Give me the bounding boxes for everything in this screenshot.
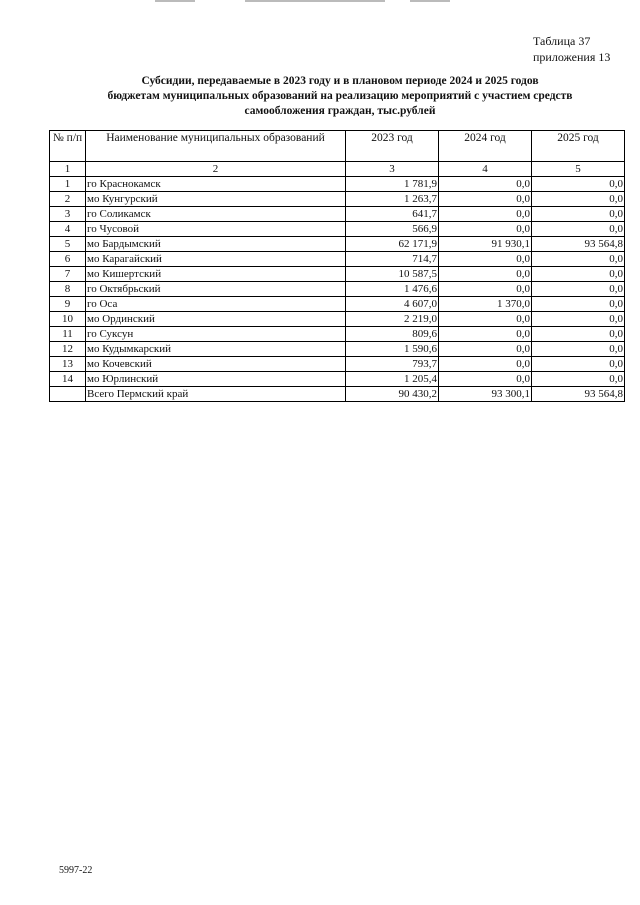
table-row (50, 207, 625, 222)
document-title (40, 74, 640, 119)
row-value-2025: 0,0 (532, 252, 625, 267)
row-name: мо Юрлинский (86, 372, 346, 387)
row-name: го Чусовой (86, 222, 346, 237)
row-value-2023: 809,6 (346, 327, 439, 342)
row-number: 13 (50, 357, 86, 372)
row-number: 7 (50, 267, 86, 282)
col-number: 1 (50, 162, 86, 177)
row-name: мо Кунгурский (86, 192, 346, 207)
row-value-2024: 0,0 (439, 312, 532, 327)
table-row (50, 177, 625, 192)
row-value-2024: 0,0 (439, 282, 532, 297)
row-value-2025: 0,0 (532, 312, 625, 327)
total-value-2023: 90 430,2 (346, 387, 439, 402)
row-value-2024: 91 930,1 (439, 237, 532, 252)
table-row (50, 297, 625, 312)
scan-artifact (155, 0, 195, 2)
row-value-2024: 0,0 (439, 177, 532, 192)
row-value-2023: 1 205,4 (346, 372, 439, 387)
row-number: 2 (50, 192, 86, 207)
row-value-2023: 793,7 (346, 357, 439, 372)
row-name: мо Кишертский (86, 267, 346, 282)
row-value-2025: 0,0 (532, 372, 625, 387)
row-value-2024: 0,0 (439, 267, 532, 282)
row-number: 8 (50, 282, 86, 297)
row-value-2023: 566,9 (346, 222, 439, 237)
row-value-2023: 1 590,6 (346, 342, 439, 357)
total-value-2025: 93 564,8 (532, 387, 625, 402)
row-value-2024: 0,0 (439, 192, 532, 207)
title-line-1: Субсидии, передаваемые в 2023 году и в плановом периоде 2024 и 2025 годов (141, 75, 539, 87)
row-value-2023: 1 476,6 (346, 282, 439, 297)
table-row (50, 282, 625, 297)
row-value-2025: 0,0 (532, 357, 625, 372)
header-2025: 2025 год (532, 131, 625, 162)
row-value-2024: 0,0 (439, 252, 532, 267)
total-number (50, 387, 86, 402)
table-header-row (50, 131, 625, 162)
table-row (50, 372, 625, 387)
row-name: мо Карагайский (86, 252, 346, 267)
table-row (50, 327, 625, 342)
col-number: 2 (86, 162, 346, 177)
header-2023: 2023 год (346, 131, 439, 162)
row-number: 4 (50, 222, 86, 237)
header-name: Наименование муниципальных образований (86, 131, 346, 162)
row-value-2025: 0,0 (532, 267, 625, 282)
row-value-2025: 0,0 (532, 327, 625, 342)
table-label: Таблица 37 (533, 34, 591, 48)
subsidy-table (49, 130, 625, 402)
row-value-2023: 62 171,9 (346, 237, 439, 252)
col-number: 3 (346, 162, 439, 177)
row-value-2024: 0,0 (439, 357, 532, 372)
row-value-2025: 0,0 (532, 222, 625, 237)
header-num: № п/п (50, 131, 86, 162)
col-number: 4 (439, 162, 532, 177)
row-number: 9 (50, 297, 86, 312)
row-number: 10 (50, 312, 86, 327)
table-row (50, 267, 625, 282)
row-value-2024: 1 370,0 (439, 297, 532, 312)
row-number: 12 (50, 342, 86, 357)
row-number: 3 (50, 207, 86, 222)
row-name: го Суксун (86, 327, 346, 342)
row-value-2025: 0,0 (532, 177, 625, 192)
table-row (50, 357, 625, 372)
scan-artifact (410, 0, 450, 2)
row-value-2024: 0,0 (439, 207, 532, 222)
total-name: Всего Пермский край (86, 387, 346, 402)
row-number: 14 (50, 372, 86, 387)
row-name: мо Ординский (86, 312, 346, 327)
total-row (50, 387, 625, 402)
row-value-2025: 0,0 (532, 192, 625, 207)
row-value-2025: 93 564,8 (532, 237, 625, 252)
row-name: го Октябрьский (86, 282, 346, 297)
row-value-2023: 1 781,9 (346, 177, 439, 192)
column-number-row (50, 162, 625, 177)
row-number: 5 (50, 237, 86, 252)
table-row (50, 222, 625, 237)
appendix-label: приложения 13 (533, 50, 611, 64)
title-line-3: самообложения граждан, тыс.рублей (244, 105, 436, 117)
row-value-2025: 0,0 (532, 297, 625, 312)
row-value-2024: 0,0 (439, 372, 532, 387)
row-value-2025: 0,0 (532, 342, 625, 357)
table-row (50, 342, 625, 357)
row-name: го Соликамск (86, 207, 346, 222)
row-value-2023: 1 263,7 (346, 192, 439, 207)
row-value-2023: 2 219,0 (346, 312, 439, 327)
row-value-2023: 641,7 (346, 207, 439, 222)
row-name: мо Бардымский (86, 237, 346, 252)
row-value-2025: 0,0 (532, 282, 625, 297)
document-code: 5997-22 (59, 865, 93, 876)
row-number: 6 (50, 252, 86, 267)
col-number: 5 (532, 162, 625, 177)
row-value-2024: 0,0 (439, 342, 532, 357)
table-row (50, 192, 625, 207)
row-number: 1 (50, 177, 86, 192)
row-name: го Оса (86, 297, 346, 312)
row-number: 11 (50, 327, 86, 342)
row-name: мо Кудымкарский (86, 342, 346, 357)
row-value-2023: 4 607,0 (346, 297, 439, 312)
total-value-2024: 93 300,1 (439, 387, 532, 402)
row-value-2025: 0,0 (532, 207, 625, 222)
row-name: мо Кочевский (86, 357, 346, 372)
table-row (50, 237, 625, 252)
row-value-2023: 10 587,5 (346, 267, 439, 282)
row-value-2023: 714,7 (346, 252, 439, 267)
title-line-2: бюджетам муниципальных образований на реализацию мероприятий с участием средств (107, 90, 573, 102)
table-row (50, 252, 625, 267)
table-caption (533, 33, 610, 65)
header-2024: 2024 год (439, 131, 532, 162)
row-value-2024: 0,0 (439, 222, 532, 237)
scan-artifact (245, 0, 385, 2)
row-value-2024: 0,0 (439, 327, 532, 342)
table-row (50, 312, 625, 327)
row-name: го Краснокамск (86, 177, 346, 192)
